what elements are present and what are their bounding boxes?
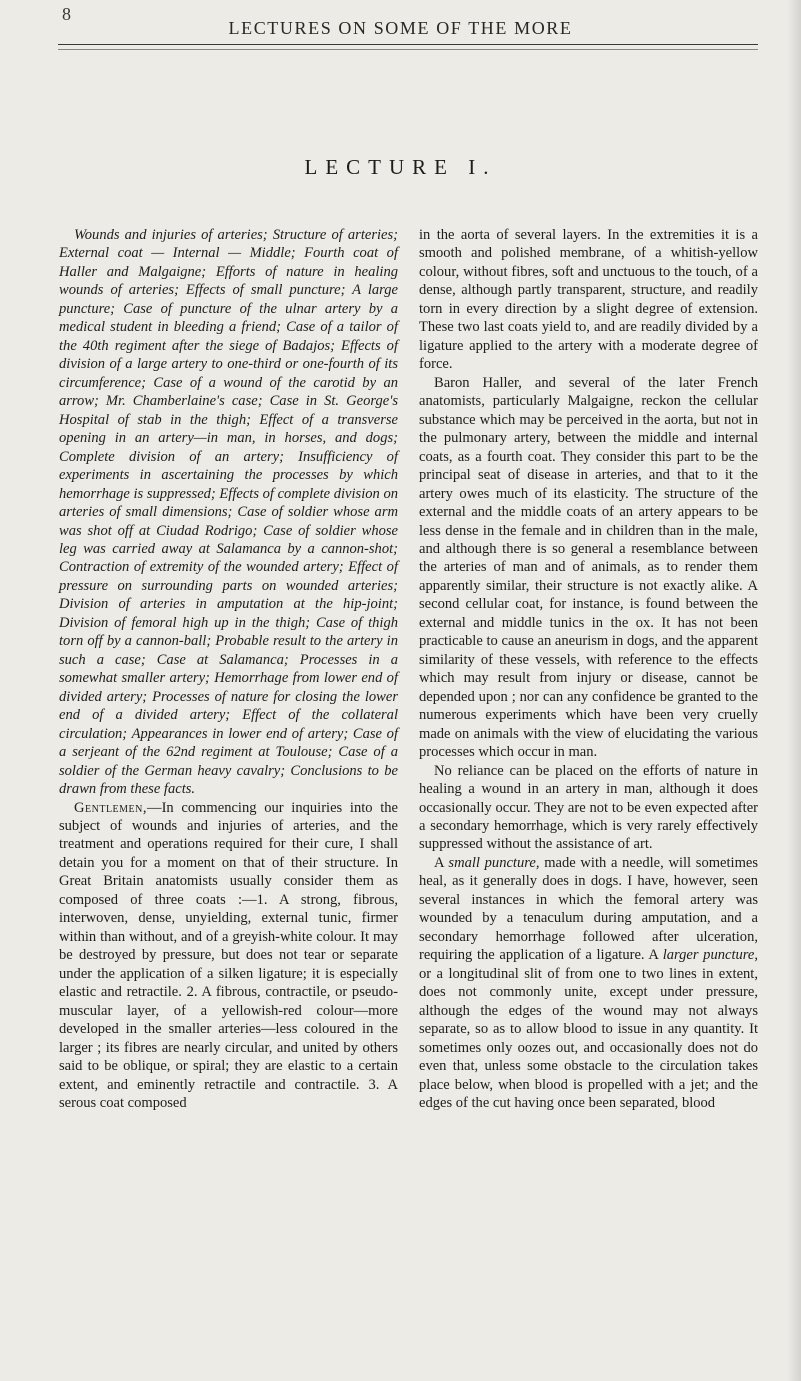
term-small-puncture: small puncture,: [448, 854, 540, 871]
right-column: [419, 226, 758, 1113]
page-edge-shadow: [787, 0, 801, 1381]
continued-paragraph: in the aorta of several layers. In the extremities it is a smooth and polished membrane, of a whitish-yellow colour, without fibres, soft and unctuous to the touch, of a dense, although partly transparent, structure, and readily torn in every direction by a slight degree of extension. These two last coats yield to, and are readily divided by a ligature applied to the artery with a moderate degree of force.: [419, 227, 758, 373]
p4-mid: made with a needle, will sometimes heal, as it generally does in dogs. I have, however, seen several instances in which the femoral artery was wounded by a tenaculum during amputation, and a secondary hemorrhage followed after ulceration, requiring the application of a ligature. A: [419, 854, 759, 964]
term-larger-puncture: larger puncture,: [662, 947, 758, 964]
paragraph-small-puncture: [419, 854, 758, 1113]
opening-paragraph: [59, 799, 398, 1113]
left-column: [59, 226, 398, 1113]
paragraph-haller: Baron Haller, and several of the later French anatomists, particularly Malgaigne, reckon the cellular substance which may be perceived in the aorta, but not in the pulmonary artery, between the middle and internal coats, as a fourth coat. They consider this part to be the principal seat of disease in arteries, and that to it the artery owes much of its elasticity. The structure of the external and the middle coats of an artery appears to be less dense in the female and in children than in the male, and although there is so general a resemblance between the arteries of man and of animals, as to render them apparently similar, their structure is not exactly alike. A second cellular coat, for instance, is found between the external and middle tunics in the ox. It has not been practicable to cause an aneurism in dogs, and the apparent similarity of these vessels, with reference to the effects which may result from injury or disease, cannot be depended upon ; nor can any confidence be granted to the numerous experiments which have been very cruelly made on animals with the view of elucidating the various processes which occur in man.: [419, 374, 758, 761]
opening-paragraph-text: —In commencing our inquiries into the subject of wounds and injuries of arteries, and the treatment and operations required for their cure, I shall detain you for a moment on that of their structure. In Great Britain anatomists usually consider them as composed of three coats :—1. A strong, fibrous, interwoven, dense, unyielding, external tunic, firmer within than without, and of a greyish-white colour. It may be destroyed by pressure, but does not tear or separate under the application of a silken ligature; it is especially elastic and retractile. 2. A fibrous, contractile, or pseudo-muscular layer, of a yellowish-red colour—more developed in the smaller arteries—less coloured in the larger ; its fibres are nearly circular, and united by others said to be oblique, or spiral; they are elastic to a certain extent, and eminently retractile and contractile. 3. A serous coat composed: [59, 799, 398, 1112]
header-rule-thin: [58, 49, 758, 50]
running-title: LECTURES ON SOME OF THE MORE: [228, 18, 573, 38]
page-number: 8: [62, 4, 71, 24]
paragraph-no-reliance: No reliance can be placed on the efforts of nature in healing a wound in an artery in man, although it does occasionally occur. They are not to be even expected after a secondary hemorrhage, which is very rarely effectively suppressed without the assistance of art.: [419, 762, 758, 853]
header-rule-thick: [58, 44, 758, 45]
salutation: Gentlemen,: [74, 799, 148, 816]
lecture-synopsis: Wounds and injuries of arteries; Structure of arteries; External coat — Internal — Middle; Fourth coat of Haller and Malgaigne; Efforts of nature in healing wounds of arteries; Effects of small puncture; A large puncture; Case of puncture of the ulnar artery by a medical student in bleeding a friend; Case of a tailor of the 40th regiment after the siege of Badajos; Effects of division of a large artery to one-third or one-fourth of its circumference; Case of a wound of the carotid by an arrow; Mr. Chamberlaine's case; Case in St. George's Hospital of stab in the thigh; Effect of a transverse opening in an artery—in man, in horses, and dogs; Complete division of an artery; Insufficiency of experiments in ascertaining the processes by which hemorrhage is suppressed; Effects of complete division on arteries of small dimensions; Case of soldier whose arm was shot off at Ciudad Rodrigo; Case of soldier whose leg was carried away at Salamanca by a cannon-shot; Contraction of extremity of the wounded artery; Effect of pressure on surrounding parts on wounded arteries; Division of arteries in amputation at the hip-joint; Division of femoral high up in the thigh; Case of thigh torn off by a cannon-ball; Probable result to the artery in such a case; Case at Salamanca; Processes in a somewhat smaller artery; Hemorrhage from lower end of divided artery; Processes of nature for closing the lower end of a divided artery; Effect of the collateral circulation; Appearances in lower end of artery; Case of a serjeant of the 62nd regiment at Toulouse; Case of a soldier of the German heavy cavalry; Conclusions to be drawn from these facts.: [59, 227, 398, 798]
lecture-title: LECTURE I.: [304, 155, 497, 179]
p4-rest: or a longitudinal slit of from one to two lines in extent, does not commonly unite, except under pressure, although the edges of the wound may not always separate, so as to allow blood to issue in any quantity. It sometimes only oozes out, and occasionally does not do even that, unless some obstacle to the circulation takes place below, when blood is propelled with a jet; and the edges of the cut having once been separated, blood: [419, 965, 758, 1112]
p4-lead: A: [434, 854, 444, 871]
